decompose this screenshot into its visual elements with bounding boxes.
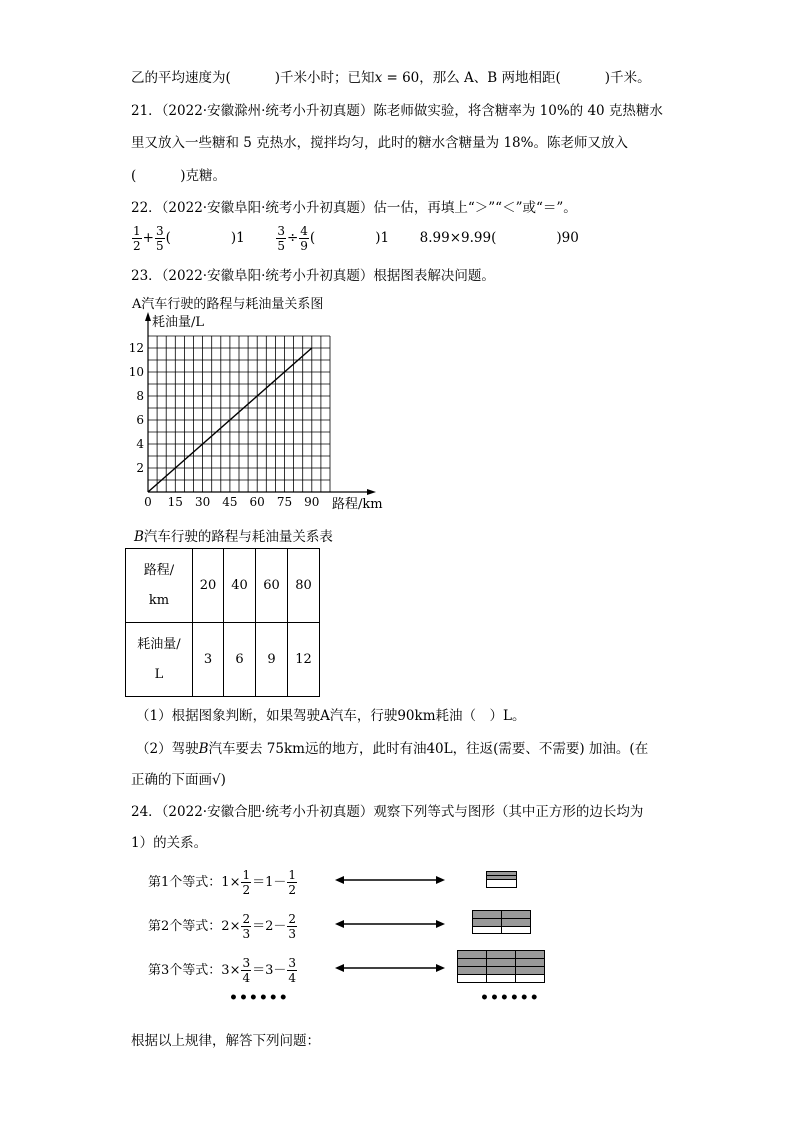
eq1-times: × — [229, 875, 241, 890]
table-b-title-text: 汽车行驶的路程与耗油量关系表 — [143, 529, 333, 545]
x-tick-label: 30 — [194, 495, 211, 509]
double-arrow-icon — [335, 962, 445, 974]
q22-e1-frac-a: $\frac{1}{2}$ — [133, 224, 141, 253]
eq1-frac-1: $\frac{1}{2}$ — [242, 868, 251, 897]
eq2-frac-1: $\frac{2}{3}$ — [242, 912, 251, 941]
q23-sub1: （1）根据图象判断，如果驾驶A汽车，行驶90km耗油（ ）L。 — [136, 708, 526, 724]
eq3-n: 3 — [221, 963, 230, 978]
chart-svg — [128, 294, 398, 516]
q20-tail-line — [131, 66, 651, 86]
q23-line-1: 23．（2022·安徽阜阳·统考小升初真题）根据图表解决问题。 — [131, 268, 495, 284]
table-b-row2-label — [126, 623, 193, 697]
q22-e2-open: ( — [309, 230, 316, 246]
q23-sub2-c: 正确的下面画√) — [131, 772, 226, 788]
q22-e2-op: ÷ — [286, 230, 299, 246]
eq2-n: 2 — [221, 919, 230, 934]
q23-sub2 — [136, 737, 648, 757]
q22-e3-open: ( — [491, 230, 497, 246]
fig-continuation-dots: •••••• — [480, 990, 540, 1006]
q22-e2-frac-a: $\frac{3}{5}$ — [277, 224, 285, 253]
eq3-times: × — [229, 963, 241, 978]
eq2-n2: 2 — [265, 919, 274, 934]
x-tick-label: 45 — [222, 495, 238, 509]
table-cell: 80 — [288, 549, 320, 623]
table-cell: 12 — [288, 623, 320, 697]
x-tick-label: 60 — [249, 495, 265, 509]
q21-line-3 — [131, 164, 226, 184]
eq3-minus: － — [273, 963, 287, 978]
eq3-frac-2: $\frac{3}{4}$ — [288, 956, 297, 985]
double-arrow-icon — [335, 918, 445, 930]
table-b-title — [134, 525, 333, 545]
q24-line-2: 1）的关系。 — [131, 835, 208, 851]
q21-paren-open: ( — [131, 168, 137, 184]
q22-e3-expr: 8.99×9.99 — [419, 230, 492, 246]
eq3-label: 第3个等式： — [148, 963, 222, 978]
q23-sub2-var: B — [198, 741, 209, 757]
q24-eq-3 — [148, 957, 298, 984]
q21-line-2: 里又放入一些糖和 5 克热水，搅拌均匀，此时的糖水含糖量为 18%。陈老师又放入 — [131, 135, 628, 151]
q22-e2-close: )1 — [375, 230, 390, 246]
q24-line-1: 24．（2022·安徽合肥·统考小升初真题）观察下列等式与图形（其中正方形的边长均为 — [131, 804, 644, 820]
table-b-title-var: B — [134, 529, 144, 545]
y-tick-label: 8 — [136, 389, 144, 403]
table-cell: 40 — [224, 549, 256, 623]
chart-xlabel: 路程/km — [332, 497, 383, 512]
q23-sub2-a: （2）驾驶 — [136, 741, 199, 757]
q21-tail: )克糖。 — [180, 168, 227, 184]
eq1-n: 1 — [221, 875, 230, 890]
q22-e1-op: + — [142, 230, 154, 246]
table-cell: 3 — [193, 623, 224, 697]
eq1-n2: 1 — [265, 875, 274, 890]
q21-line-1: 21．（2022·安徽滁州·统考小升初真题）陈老师做实验，将含糖率为 10%的 40 克热糖水 — [131, 103, 663, 119]
x-tick-label: 90 — [304, 495, 320, 509]
chart-title: A汽车行驶的路程与耗油量关系图 — [132, 297, 324, 312]
eq3-frac-1: $\frac{3}{4}$ — [242, 956, 251, 985]
table-cell: 6 — [224, 623, 256, 697]
chart-a-fuel — [128, 294, 398, 516]
q22-line-1: 22．（2022·安徽阜阳·统考小升初真题）估一估，再填上“＞”“＜”或“＝”。 — [131, 200, 577, 216]
q20-text-3: ，那么 A、B 两地相距( — [419, 70, 561, 86]
q20-text-4: )千米。 — [604, 70, 651, 86]
q22-e2-frac-b: $\frac{4}{9}$ — [300, 224, 308, 253]
x-tick-label: 75 — [276, 495, 293, 509]
square-figure-3 — [457, 950, 546, 984]
eq2-label: 第2个等式： — [148, 919, 222, 934]
square-figure-2 — [472, 910, 532, 935]
q22-e3-close: )90 — [556, 230, 579, 246]
table-row — [126, 549, 320, 623]
eq1-frac-2: $\frac{1}{2}$ — [288, 868, 297, 897]
q24-eq-1 — [148, 869, 298, 896]
eq3-eq: ＝ — [252, 963, 266, 978]
q23-sub2-b: 汽车要去 75km远的地方，此时有油40L，往返(需要、不需要) 加油。(在 — [208, 741, 649, 757]
eq2-eq: ＝ — [252, 919, 266, 934]
table-b-row2-label-b: L — [154, 666, 164, 682]
table-b-row1-label — [126, 549, 193, 623]
square-figure-1 — [486, 871, 517, 889]
q24-closing: 根据以上规律，解答下列问题： — [131, 1033, 320, 1049]
y-tick-label: 6 — [136, 413, 144, 427]
eq1-label: 第1个等式： — [148, 875, 222, 890]
y-tick-label: 10 — [128, 365, 144, 379]
q20-var-x: x — [374, 70, 383, 86]
y-axis-arrow-icon — [145, 312, 151, 321]
eq2-times: × — [229, 919, 241, 934]
table-cell: 20 — [193, 549, 224, 623]
q22-e1-open: ( — [165, 230, 171, 246]
q22-expressions — [131, 225, 579, 252]
table-b-row1-label-a: 路程/ — [143, 562, 175, 578]
y-tick-label: 4 — [136, 437, 144, 451]
y-tick-label: 2 — [136, 461, 144, 475]
eq-continuation-dots: •••••• — [229, 990, 289, 1006]
table-row — [126, 623, 320, 697]
q22-e1-close: )1 — [230, 230, 245, 246]
q22-e1-frac-b: $\frac{3}{5}$ — [155, 224, 164, 253]
eq2-minus: － — [273, 919, 287, 934]
eq1-eq: ＝ — [252, 875, 266, 890]
eq2-frac-2: $\frac{2}{3}$ — [288, 912, 297, 941]
y-tick-label: 12 — [128, 341, 144, 355]
table-cell: 60 — [256, 549, 288, 623]
table-cell: 9 — [256, 623, 288, 697]
double-arrow-icon — [335, 874, 445, 886]
table-b-row1-label-b: km — [148, 592, 170, 608]
eq3-n2: 3 — [265, 963, 274, 978]
q20-eq-val: = 60 — [382, 70, 420, 86]
chart-ylabel: 耗油量/L — [152, 315, 205, 330]
eq1-minus: － — [273, 875, 287, 890]
x-tick-label: 0 — [144, 495, 152, 509]
x-axis-arrow-icon — [367, 489, 376, 495]
q20-text-2: )千米小时；已知 — [274, 70, 375, 86]
q24-eq-2 — [148, 913, 298, 940]
x-tick-label: 15 — [167, 495, 183, 509]
table-b — [125, 548, 320, 697]
q20-text-1: 乙的平均速度为( — [131, 70, 231, 86]
table-b-row2-label-a: 耗油量/ — [137, 636, 181, 652]
